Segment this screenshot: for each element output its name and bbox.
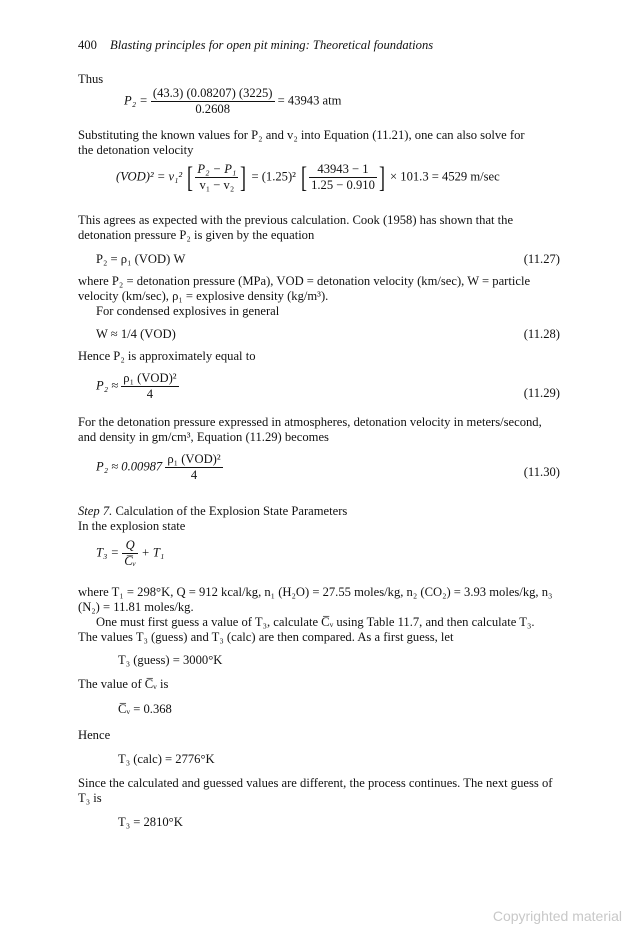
eq-1130-denominator: 4: [190, 468, 198, 482]
eq-1129-denominator: 4: [146, 387, 154, 401]
text-hence-1: Hence P₂ is approximately equal to: [78, 349, 256, 363]
step7-label: Step 7.: [78, 504, 113, 518]
equation-t3: [96, 538, 164, 569]
text-for-detonation-2: and density in gm/cm³, Equation (11.29) becomes: [78, 430, 329, 444]
text-where-2: velocity (km/sec), ρ₁ = explosive density (kg/m³).: [78, 289, 329, 303]
copyright-watermark: Copyrighted material: [492, 908, 622, 924]
page-number: 400: [78, 38, 97, 52]
text-hence-2: Hence: [78, 728, 111, 742]
right-bracket-2: ]: [378, 160, 385, 194]
eq-t3-rhs: + T₁: [141, 545, 165, 560]
equation-number-11-27: (11.27): [523, 252, 560, 266]
eq-t3-lhs: T₃ =: [96, 545, 120, 560]
equation-cv: C̅ᵥ = 0.368: [118, 702, 172, 716]
text-agrees-2: detonation pressure P₂ is given by the equation: [78, 228, 315, 242]
eq-t3-numerator: Q: [122, 538, 138, 554]
eq-1130-lhs: P₂ ≈ 0.00987: [96, 459, 163, 474]
equation-t3-calc: T₃ (calc) = 2776°K: [118, 752, 215, 766]
text-since-2: T₃ is: [78, 791, 102, 805]
text-substituting-1: Substituting the known values for P₂ and v₂ into Equation (11.21), one can also solve for: [78, 128, 525, 142]
text-one-must-1: One must first guess a value of T₃, calculate C̅ᵥ using Table 11.7, and then calculate T₃.: [96, 615, 535, 629]
eq-vod-mid: = (1.25)²: [251, 169, 296, 184]
equation-11-27: P₂ = ρ₁ (VOD) W: [96, 252, 186, 266]
eq-1129-lhs: P₂ ≈: [96, 378, 119, 393]
left-bracket-1: [: [187, 160, 194, 194]
right-bracket-1: ]: [240, 160, 247, 194]
eq-vod-f2-numerator: 43943 − 1: [309, 162, 377, 178]
text-thus: Thus: [78, 72, 104, 86]
text-where-4: (N₂) = 11.81 moles/kg.: [78, 600, 194, 614]
eq-vod-f1-numerator: P₂ − P₁: [197, 162, 237, 176]
running-header: [78, 38, 433, 53]
equation-number-11-29: (11.29): [523, 386, 560, 400]
eq-1130-fraction: [165, 452, 222, 483]
eq-vod-fraction-1: [195, 162, 238, 193]
text-where-3: where T₁ = 298°K, Q = 912 kcal/kg, n₁ (H₂O) = 27.55 moles/kg, n₂ (CO₂) = 3.93 moles/kg, n₃: [78, 585, 553, 599]
step7-text: Calculation of the Explosion State Parameters: [115, 504, 348, 518]
equation-t3-next: T₃ = 2810°K: [118, 815, 183, 829]
eq-t3-fraction: [122, 538, 138, 569]
equation-11-29: [96, 371, 179, 402]
equation-vod: [116, 162, 500, 193]
step7-heading: [78, 504, 347, 519]
eq-p2-numerator: (43.3) (0.08207) (3225): [152, 86, 273, 100]
equation-11-30: [96, 452, 223, 483]
eq-p2-lhs: P₂ =: [124, 93, 148, 108]
text-since-1: Since the calculated and guessed values are different, the process continues. The next guess of: [78, 776, 553, 790]
eq-p2-denominator: 0.2608: [195, 102, 230, 116]
text-agrees-1: This agrees as expected with the previous calculation. Cook (1958) has shown that the: [78, 213, 514, 227]
eq-p2-result: = 43943 atm: [277, 93, 342, 108]
equation-p2: [124, 86, 341, 117]
text-value-of-cv: The value of C̅ᵥ is: [78, 677, 169, 691]
text-one-must-2: The values T₃ (guess) and T₃ (calc) are then compared. As a first guess, let: [78, 630, 454, 644]
eq-t3-denominator: C̅ᵥ: [124, 554, 137, 568]
left-bracket-2: [: [301, 160, 308, 194]
equation-number-11-28: (11.28): [523, 327, 560, 341]
eq-vod-fraction-2: [309, 162, 377, 193]
text-where-1: where P₂ = detonation pressure (MPa), VOD = detonation velocity (km/sec), W = particle: [78, 274, 531, 288]
eq-1130-numerator: ρ₁ (VOD)²: [167, 452, 221, 466]
eq-vod-lhs: (VOD)² = v₁²: [116, 169, 183, 184]
eq-vod-result: × 101.3 = 4529 m/sec: [390, 169, 500, 184]
eq-p2-fraction: [151, 86, 275, 117]
eq-vod-f1-denominator: v₁ − v₂: [199, 178, 235, 192]
text-explosion-state: In the explosion state: [78, 519, 186, 533]
equation-11-28: W ≈ 1/4 (VOD): [96, 327, 176, 341]
text-substituting-2: the detonation velocity: [78, 143, 194, 157]
text-for-condensed: For condensed explosives in general: [96, 304, 280, 318]
equation-number-11-30: (11.30): [523, 465, 560, 479]
eq-1129-fraction: [121, 371, 178, 402]
eq-vod-f2-denominator: 1.25 − 0.910: [311, 178, 375, 192]
eq-1129-numerator: ρ₁ (VOD)²: [123, 371, 177, 385]
equation-t3-guess: T₃ (guess) = 3000°K: [118, 653, 223, 667]
text-for-detonation-1: For the detonation pressure expressed in atmospheres, detonation velocity in meters/second,: [78, 415, 542, 429]
running-title: Blasting principles for open pit mining: Theoretical foundations: [110, 38, 434, 52]
